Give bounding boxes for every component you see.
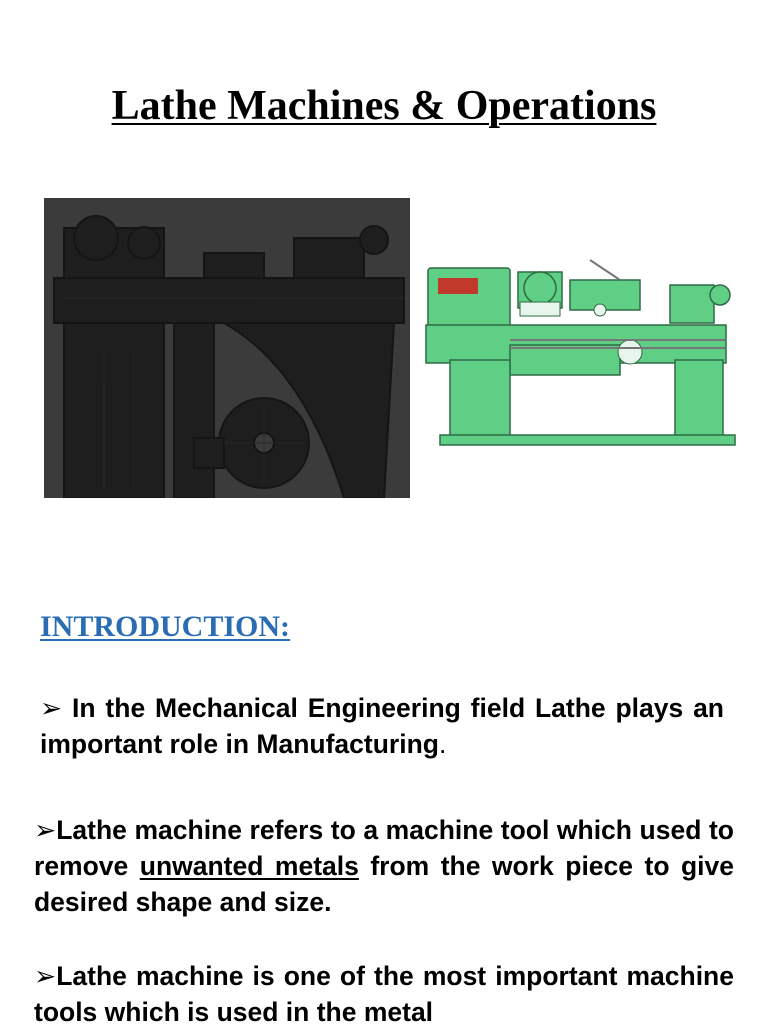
intro-paragraph-2-underlined: unwanted metals <box>139 851 359 881</box>
old-lathe-photo-icon <box>44 198 410 498</box>
intro-paragraph-2 <box>34 812 734 920</box>
intro-paragraph-1 <box>40 690 724 762</box>
intro-paragraph-3 <box>34 958 734 1030</box>
arrow-bullet-icon: ➢ <box>40 693 63 723</box>
intro-paragraph-1-end: . <box>438 729 447 759</box>
introduction-heading: INTRODUCTION: <box>40 610 291 643</box>
old-lathe-photo <box>44 198 410 498</box>
green-lathe-photo-icon <box>420 240 740 455</box>
intro-paragraph-2-text-before: Lathe machine refers to a machine tool which used to remove <box>34 815 734 881</box>
arrow-bullet-icon: ➢ <box>34 815 57 845</box>
intro-paragraph-3-text: Lathe machine is one of the most important machine tools which is used in the metal <box>34 961 734 1027</box>
page-title-text: Lathe Machines & Operations <box>111 83 657 129</box>
arrow-bullet-icon: ➢ <box>34 961 57 991</box>
page-title <box>0 80 768 132</box>
intro-paragraph-2-text-after: from the work piece to give desired shape and size. <box>34 851 735 917</box>
green-lathe-photo <box>420 240 740 455</box>
intro-paragraph-1-text: In the Mechanical Engineering field Lathe plays an important role in Manufacturing <box>40 693 724 759</box>
